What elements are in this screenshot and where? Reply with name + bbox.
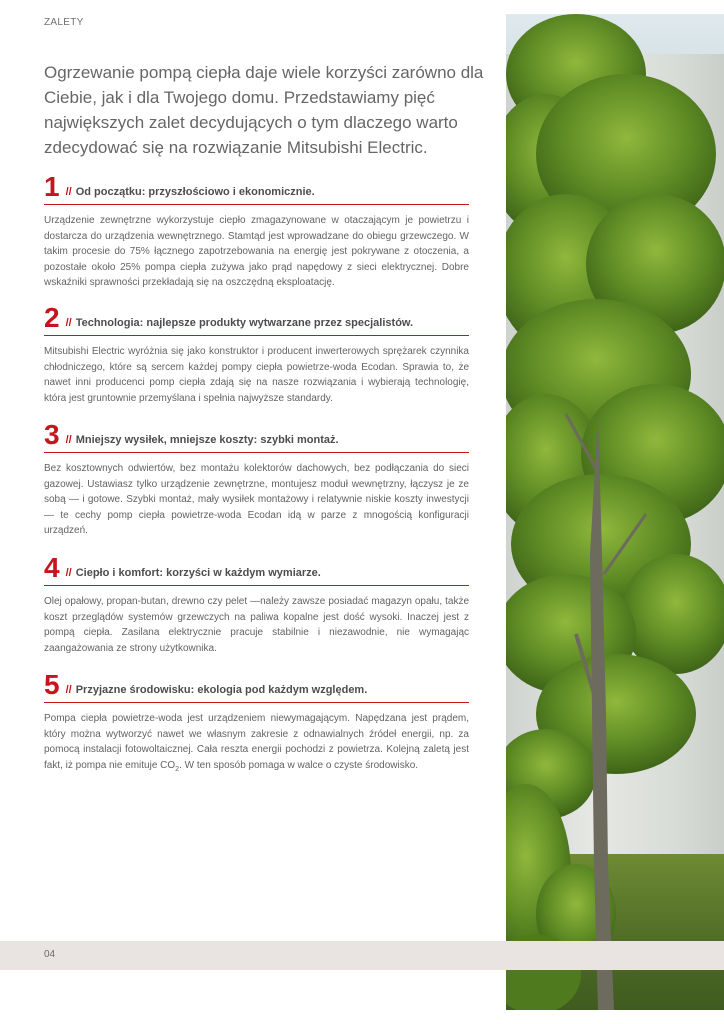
benefit-body: Urządzenie zewnętrzne wykorzystuje ciepło zmagazynowane w otaczającym je powietrzu i dostarcza do urządzenia wewnętrznego. Stamtąd jest wprowadzane do obiegu grzewczego. W takim procesie do 75% łącznego zapotrzebowania na energię jest pokrywane z otoczenia, a pozostałe około 25% pompa ciepła zużywa jako prąd napędowy z sieci elektrycznej. Dobre wskaźniki sprawności przekładają się na oszczędną eksploatację. xyxy=(44,215,469,288)
body-text-part: . W ten sposób pomaga w walce o czyste środowisko. xyxy=(179,759,419,771)
intro-paragraph: Ogrzewanie pompą ciepła daje wiele korzyści zarówno dla Ciebie, jak i dla Twojego domu. Przedstawiamy pięć największych zalet decydujących o tym dlaczego warto zdecydować się na rozwiązanie Mitsubishi Electric. xyxy=(44,63,484,157)
benefit-body: Olej opałowy, propan-butan, drewno czy pelet —należy zawsze posiadać magazyn opału, także koszt przeglądów systemów grzewczych na paliwa kopalne jest dość wysoki. Inaczej jest z pompą ciepła. Zasilana elektrycznie pracuje stabilnie i niezawodnie, nie wymagając zaangażowania ze strony użytkownika. xyxy=(44,596,469,654)
tree-photo xyxy=(506,14,724,1010)
benefit-heading: Ciepło i komfort: korzyści w każdym wymiarze. xyxy=(75,567,321,579)
tree-illustration xyxy=(506,14,724,1010)
footer-band xyxy=(0,941,724,970)
benefit-item-4 xyxy=(44,552,469,656)
benefit-heading-row xyxy=(44,171,469,205)
benefit-number: 3 xyxy=(44,419,60,450)
benefit-body: Bez kosztownych odwiertów, bez montażu kolektorów dachowych, bez podłączania do sieci gazowej. Ustawiasz tylko urządzenie zewnętrzne, montujesz moduł wewnętrzny, łączysz je ze sobą — i gotowe. Szybki montaż, mały wysiłek montażowy i relatywnie niskie koszty inwestycji — te cechy pomp ciepła powietrze-woda Ecodan idą w parze z mnogością konfiguracji urządzeń. xyxy=(44,463,469,536)
slash-divider: // xyxy=(65,567,72,579)
benefit-heading: Mniejszy wysiłek, mniejsze koszty: szybki montaż. xyxy=(75,434,339,446)
slash-divider: // xyxy=(65,684,72,696)
benefit-item-2 xyxy=(44,302,469,406)
benefit-item-3 xyxy=(44,419,469,539)
slash-divider: // xyxy=(65,434,72,446)
benefit-item-5 xyxy=(44,669,469,777)
benefit-heading: Od początku: przyszłościowo i ekonomicznie. xyxy=(75,186,315,198)
benefit-item-1 xyxy=(44,171,469,291)
body-text-part: Pompa ciepła powietrze-woda jest urządzeniem niewymagającym. Napędzana jest prądem, który można wytworzyć nawet we własnym zakresie z odnawialnych źródeł energii, np. za pomocą instalacji fotowoltaicznej. Cała reszta energii pochodzi z powietrza. Kolejną zaletą jest fakt, iż pompa nie emituje CO xyxy=(44,713,469,771)
benefit-heading-row xyxy=(44,552,469,586)
page-number: 04 xyxy=(44,949,56,960)
slash-divider: // xyxy=(65,317,72,329)
benefit-number: 5 xyxy=(44,669,60,700)
slash-divider: // xyxy=(65,186,72,198)
benefit-body: Mitsubishi Electric wyróżnia się jako konstruktor i producent inwerterowych sprężarek czynnika chłodniczego, które są sercem każdej pompy ciepła powietrze-woda Ecodan. Sprawia to, że nawet inni producenci pomp ciepła zdają się na nasze rozwiązania i wybierają technologię, która jest gruntownie przemyślana i spełnia najwyższe standardy. xyxy=(44,346,469,404)
benefit-number: 1 xyxy=(44,171,60,202)
benefit-heading: Przyjazne środowisku: ekologia pod każdym względem. xyxy=(75,684,368,696)
section-label: ZALETY xyxy=(44,17,84,28)
benefit-heading-row xyxy=(44,669,469,703)
benefit-heading: Technologia: najlepsze produkty wytwarzane przez specjalistów. xyxy=(75,317,414,329)
benefit-number: 4 xyxy=(44,552,60,583)
co2-subscript: 2 xyxy=(175,765,180,773)
benefit-heading-row xyxy=(44,419,469,453)
benefit-body xyxy=(44,711,469,777)
benefit-heading-row xyxy=(44,302,469,336)
benefit-number: 2 xyxy=(44,302,60,333)
